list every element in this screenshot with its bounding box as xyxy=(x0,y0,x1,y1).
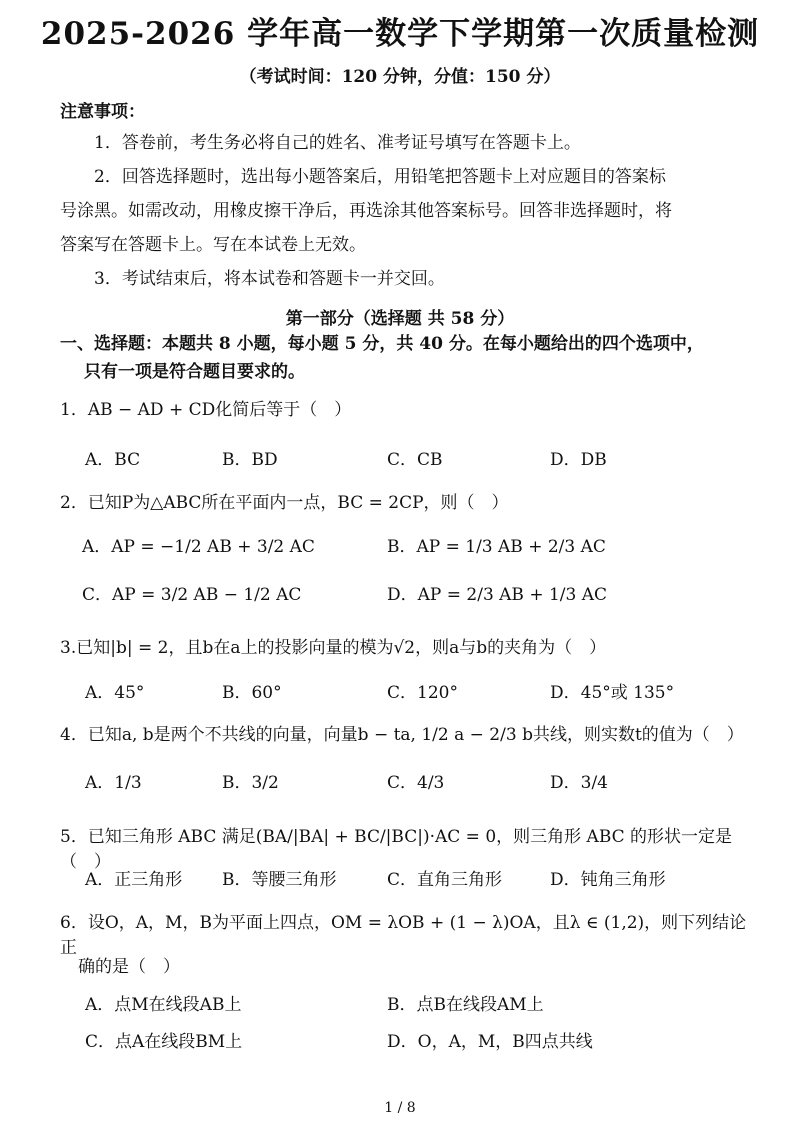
q4-option-d: D．3/4 xyxy=(550,773,608,793)
q2-option-d: D．AP = 2/3 AB + 1/3 AC xyxy=(387,585,608,605)
question-stem: AB − AD + CD化简后等于（ ） xyxy=(87,400,352,420)
question-4 xyxy=(60,720,750,745)
notice-item-1: 1．答卷前，考生务必将自己的姓名、准考证号填写在答题卡上。 xyxy=(94,133,581,153)
q6-option-d: D．O，A，M，B四点共线 xyxy=(387,1032,593,1052)
q3-option-c: C．120° xyxy=(387,683,458,703)
question-number: 5． xyxy=(60,827,88,847)
notice-heading: 注意事项： xyxy=(60,102,145,122)
q2-option-c: C．AP = 3/2 AB − 1/2 AC xyxy=(82,585,302,605)
q3-option-d: D．45°或 135° xyxy=(550,683,675,703)
question-number: 4． xyxy=(60,725,88,745)
q5-option-a: A．正三角形 xyxy=(85,870,183,890)
notice-item-3: 3．考试结束后，将本试卷和答题卡一并交回。 xyxy=(94,269,445,289)
q1-option-b: B．BD xyxy=(222,450,278,470)
question-stem: 已知P为△ABC所在平面内一点，BC = 2CP，则（ ） xyxy=(87,493,509,513)
notice-item-2-line-2: 号涂黑。如需改动，用橡皮擦干净后，再选涂其他答案标号。回答非选择题时，将 xyxy=(60,201,672,221)
section-1-line-2: 只有一项是符合题目要求的。 xyxy=(84,362,305,382)
q2-option-a: A．AP = −1/2 AB + 3/2 AC xyxy=(82,537,315,557)
question-6 xyxy=(60,908,750,958)
q1-option-c: C．CB xyxy=(387,450,443,470)
q3-option-b: B．60° xyxy=(222,683,282,703)
q4-option-c: C．4/3 xyxy=(387,773,445,793)
q5-option-c: C．直角三角形 xyxy=(387,870,503,890)
section-1-line-1: 一、选择题：本题共 8 小题，每小题 5 分，共 40 分。在每小题给出的四个选项中， xyxy=(60,334,704,354)
q6-option-a: A．点M在线段AB上 xyxy=(85,995,242,1015)
question-number: 1． xyxy=(60,400,88,420)
part-1-title: 第一部分（选择题 共 58 分） xyxy=(285,309,515,329)
q4-option-a: A．1/3 xyxy=(85,773,142,793)
q3-option-a: A．45° xyxy=(85,683,145,703)
question-stem-line-1: 设O，A，M，B为平面上四点，OM = λOB + (1 − λ)OA，且λ ∈ (1,2)，则下列结论正 xyxy=(60,913,747,958)
question-number: 6． xyxy=(60,913,88,933)
q6-option-c: C．点A在线段BM上 xyxy=(85,1032,243,1052)
q4-option-b: B．3/2 xyxy=(222,773,279,793)
question-stem: 已知三角形 ABC 满足(BA/|BA| + BC/|BC|)·AC = 0，则三角形 ABC 的形状一定是（ ） xyxy=(60,827,733,872)
question-1 xyxy=(60,395,750,420)
notice-item-2-line-3: 答案写在答题卡上。写在本试卷上无效。 xyxy=(60,235,366,255)
question-3 xyxy=(60,633,750,658)
q5-option-d: D．钝角三角形 xyxy=(550,870,666,890)
question-number: 2． xyxy=(60,493,88,513)
q6-option-b: B．点B在线段AM上 xyxy=(387,995,544,1015)
question-stem: 已知|b| = 2，且b在a上的投影向量的模为√2，则a与b的夹角为（ ） xyxy=(76,638,607,658)
section-1-instructions xyxy=(60,330,750,386)
question-stem: 已知a, b是两个不共线的向量，向量b − ta, 1/2 a − 2/3 b共线，则实数t的值为（ ） xyxy=(87,725,744,745)
q2-option-b: B．AP = 1/3 AB + 2/3 AC xyxy=(387,537,606,557)
exam-info: （考试时间：120 分钟，分值：150 分） xyxy=(239,67,561,87)
question-2 xyxy=(60,488,750,513)
question-number: 3. xyxy=(60,638,77,658)
q1-option-a: A．BC xyxy=(85,450,141,470)
q5-option-b: B．等腰三角形 xyxy=(222,870,337,890)
q1-option-d: D．DB xyxy=(550,450,607,470)
page-number: 1 / 8 xyxy=(384,1100,416,1116)
page-title: 2025-2026 学年高一数学下学期第一次质量检测 xyxy=(40,16,760,52)
notice-item-2-line-1: 2．回答选择题时，选出每小题答案后，用铅笔把答题卡上对应题目的答案标 xyxy=(94,167,666,187)
question-6-line-2: 确的是（ ） xyxy=(78,957,180,977)
